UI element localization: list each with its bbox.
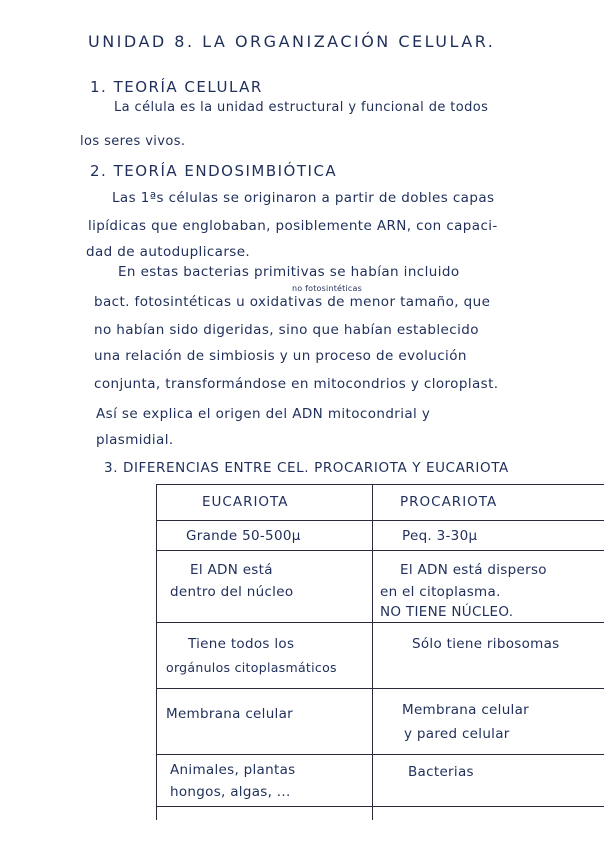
text-line: bact. fotosintéticas u oxidativas de menor tamaño, que: [94, 294, 491, 310]
text-line: Las 1ªs células se originaron a partir de dobles capas: [112, 190, 495, 206]
table-cell-procariota: Peq. 3-30μ: [402, 528, 478, 544]
table-cell-procariota: y pared celular: [404, 726, 510, 742]
section-heading-teoria-endosimbiotica: 2. TEORÍA ENDOSIMBIÓTICA: [90, 162, 338, 180]
table-border-top: [156, 484, 604, 485]
text-line: lipídicas que englobaban, posiblemente ARN, con capaci-: [88, 218, 498, 234]
table-border-left: [156, 484, 157, 820]
table-cell-eucariota: orgánulos citoplasmáticos: [166, 660, 337, 675]
table-cell-eucariota: Grande 50-500μ: [186, 528, 301, 544]
table-row-divider: [156, 550, 604, 551]
text-line: Así se explica el origen del ADN mitocondrial y: [96, 406, 431, 422]
table-cell-eucariota: hongos, algas, ...: [170, 784, 291, 800]
text-line: no habían sido digeridas, sino que habían establecido: [94, 322, 479, 338]
text-line: La célula es la unidad estructural y funcional de todos: [114, 100, 489, 115]
text-line: En estas bacterias primitivas se habían incluido: [118, 264, 460, 280]
table-column-divider: [372, 484, 373, 820]
table-cell-procariota: El ADN está disperso: [400, 562, 547, 578]
section-heading-teoria-celular: 1. TEORÍA CELULAR: [90, 78, 263, 96]
table-header-procariota: PROCARIOTA: [400, 494, 498, 510]
table-cell-eucariota: Animales, plantas: [170, 762, 296, 778]
table-header-eucariota: EUCARIOTA: [202, 494, 289, 510]
table-row-divider: [156, 754, 604, 755]
table-cell-procariota: en el citoplasma.: [380, 584, 501, 600]
section-heading-diferencias: 3. DIFERENCIAS ENTRE CEL. PROCARIOTA Y EUCARIOTA: [104, 460, 509, 476]
table-cell-eucariota: dentro del núcleo: [170, 584, 294, 600]
text-line: plasmidial.: [96, 432, 174, 448]
table-row-divider: [156, 622, 604, 623]
table-cell-procariota: Bacterias: [408, 764, 474, 780]
table-row-divider: [156, 520, 604, 521]
table-cell-eucariota: Membrana celular: [166, 706, 294, 722]
text-line: los seres vivos.: [80, 134, 186, 149]
comparison-table: [156, 484, 604, 820]
text-line: una relación de simbiosis y un proceso de evolución: [94, 348, 467, 364]
margin-note: no fotosintéticas: [292, 284, 362, 293]
table-cell-procariota: Membrana celular: [402, 702, 530, 718]
table-cell-eucariota: El ADN está: [190, 562, 273, 578]
text-line: dad de autoduplicarse.: [86, 244, 251, 260]
text-line: conjunta, transformándose en mitocondrios y cloroplast.: [94, 376, 499, 392]
table-cell-eucariota: Tiene todos los: [188, 636, 295, 652]
table-row-divider: [156, 806, 604, 807]
page-title: UNIDAD 8. LA ORGANIZACIÓN CELULAR.: [88, 32, 496, 51]
table-cell-procariota: Sólo tiene ribosomas: [412, 636, 560, 652]
table-row-divider: [156, 688, 604, 689]
table-cell-procariota: NO TIENE NÚCLEO.: [380, 604, 514, 620]
